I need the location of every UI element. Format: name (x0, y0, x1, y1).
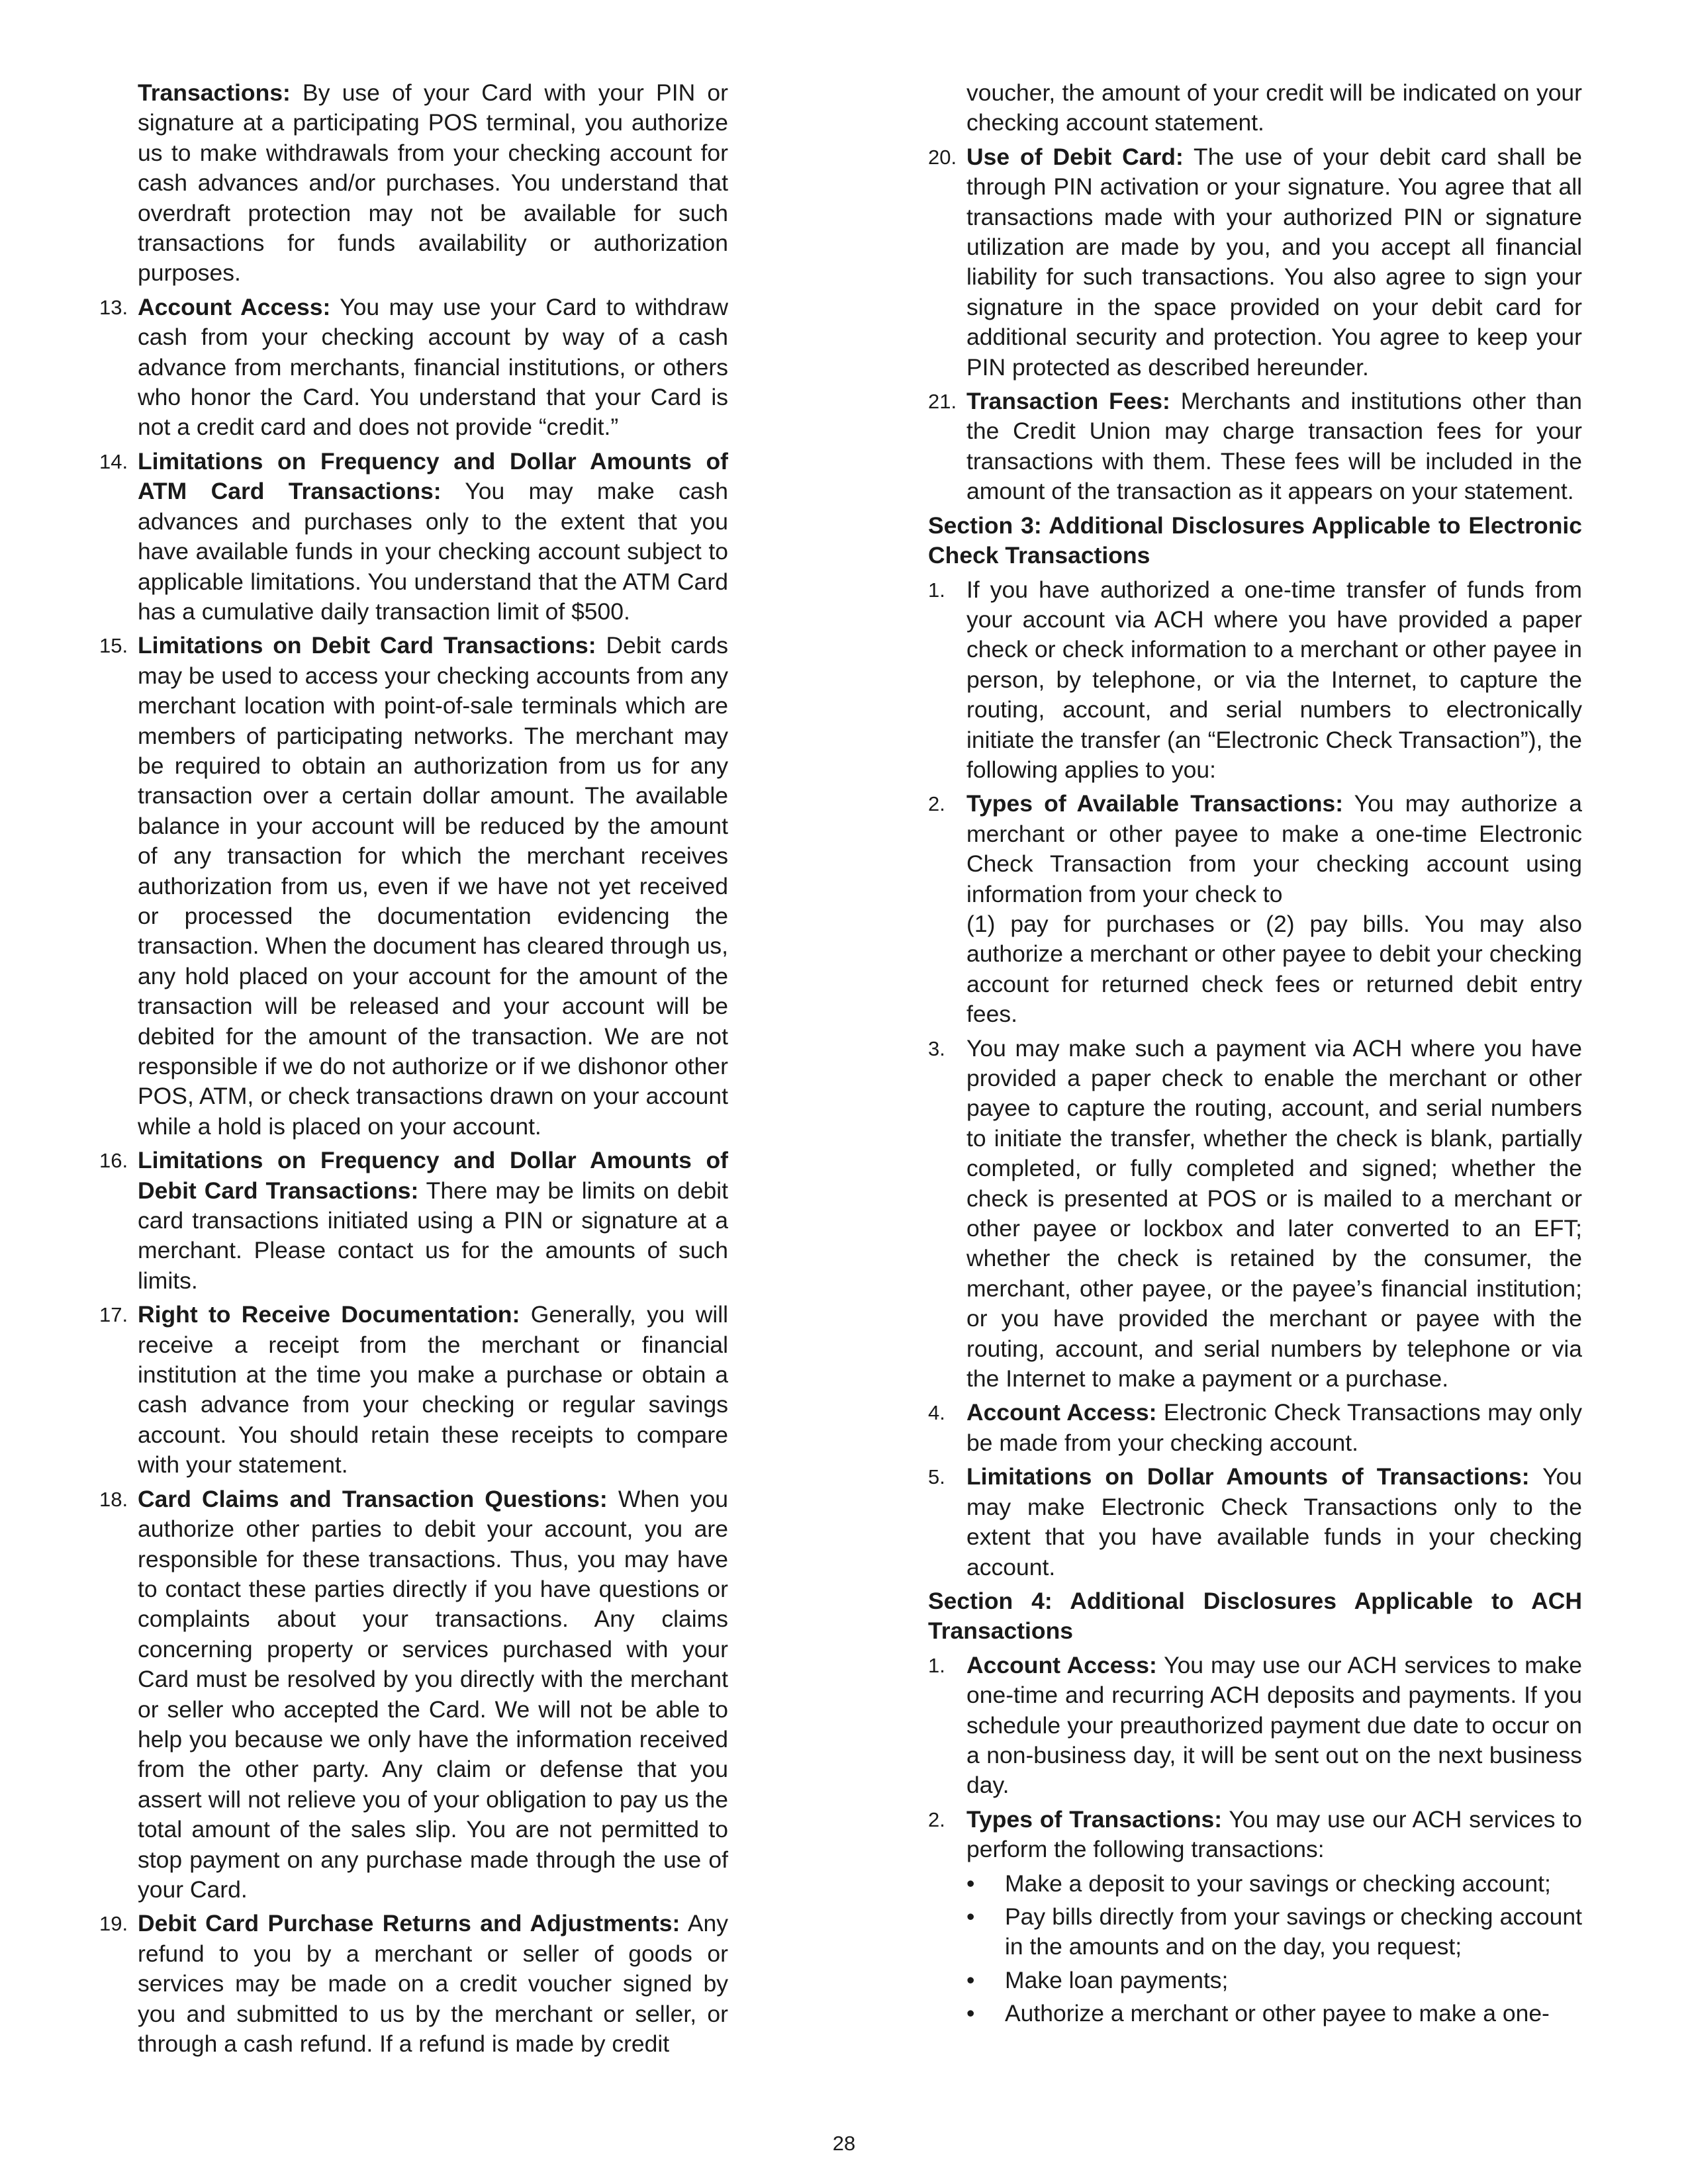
item-lead: Account Access: (138, 293, 331, 320)
list-item (928, 1398, 1582, 1458)
item-text: Merchants and institutions other than the Credit Union may charge transaction fees for your transactions with them. These fees will be included in the amount of the transaction as it appears on your statement. (966, 388, 1582, 505)
transaction-types-list (928, 1869, 1582, 2029)
item-number: 13. (99, 295, 128, 319)
bullet-item (966, 1966, 1582, 1995)
continued-paragraph (99, 78, 728, 289)
item-text: When you authorize other parties to debit your account, you are responsible for these transactions. Thus, you may have to contact these parties directly if you have questions or complaints about your transactions. Any claims concerning property or services purchased with your Card must be resolved by you directly with the merchant or seller who accepted the Card. We will not be able to help you because we only have the information received from the other party. Any claim or defense that you assert will not relieve you of your obligation to pay us the total amount of the sales slip. You are not permitted to stop payment on any purchase made through the use of your Card. (138, 1485, 728, 1903)
item-text: Any refund to you by a merchant or seller of goods or services may be made on a credit voucher signed by you and submitted to us by the merchant or seller, or through a cash refund. If a refund is made by credit (138, 1910, 729, 2057)
list-item (928, 1034, 1582, 1394)
bullet-item (966, 1869, 1582, 1899)
item-number: 1. (928, 578, 945, 602)
item-number: 18. (99, 1487, 128, 1511)
list-item-continuation (928, 909, 1582, 1030)
item-number: 4. (928, 1401, 945, 1425)
item-text: You may authorize a merchant or other payee to make a one-time Electronic Check Transaction from your checking account using information from your check to (966, 790, 1582, 907)
list-item (928, 1462, 1582, 1582)
list-item (928, 575, 1582, 786)
item-lead: Transaction Fees: (966, 388, 1170, 415)
list-item (928, 387, 1582, 507)
item-number: 2. (928, 1807, 945, 1831)
list-item (99, 447, 728, 627)
item-number: 1. (928, 1653, 945, 1677)
paragraph-lead: Transactions: (138, 79, 291, 106)
item-lead: Debit Card Purchase Returns and Adjustments: (138, 1910, 680, 1937)
item-lead: Limitations on Frequency and Dollar Amounts of Debit Card Transactions: (138, 1147, 728, 1204)
item-lead: Types of Available Transactions: (966, 790, 1344, 817)
list-item (928, 1651, 1582, 1801)
continued-paragraph (928, 78, 1582, 138)
item-lead: Limitations on Dollar Amounts of Transactions: (966, 1463, 1530, 1490)
item-text: You may use our ACH services to perform the following transactions: (966, 1805, 1582, 1863)
bullet-icon: • (966, 1903, 975, 1930)
item-number: 21. (928, 390, 957, 414)
list-item (99, 631, 728, 1142)
list-item (928, 789, 1582, 909)
item-text: You may use our ACH services to make one-time and recurring ACH deposits and payments. If you schedule your preauthorized payment due date to occur on a non-business day, it will be sent out on the next business day. (966, 1651, 1582, 1799)
left-column (99, 78, 728, 2063)
bullet-text: Make a deposit to your savings or checking account; (1005, 1870, 1551, 1897)
list-item (99, 1300, 728, 1480)
bullet-icon: • (966, 2000, 975, 2027)
item-lead: Account Access: (966, 1651, 1157, 1678)
item-text: There may be limits on debit card transactions initiated using a PIN or signature at a merchant. Please contact us for the amounts of such limits. (138, 1177, 728, 1294)
bullet-text: Pay bills directly from your savings or checking account in the amounts and on the day, you request; (1005, 1903, 1582, 1960)
item-text: You may use your Card to withdraw cash from your checking account by way of a cash advance from merchants, financial institutions, or others who honor the Card. You understand that your Card is not a credit card and does not provide “credit.” (138, 293, 728, 441)
item-number: 14. (99, 449, 128, 473)
item-lead: Types of Transactions: (966, 1805, 1223, 1833)
bullet-text: Authorize a merchant or other payee to make a one- (1005, 2000, 1550, 2027)
list-item (99, 293, 728, 443)
paragraph-text: By use of your Card with your PIN or signature at a participating POS terminal, you authorize us to make withdrawals from your checking account for cash advances and/or purchases. You understand that overdraft protection may not be available for such transactions for funds availability or authorization purposes. (138, 79, 728, 287)
page-number: 28 (832, 2132, 856, 2155)
item-number: 5. (928, 1465, 945, 1489)
item-text: You may make cash advances and purchases only to the extent that you have available funds in your checking account subject to applicable limitations. You understand that the ATM Card has a cumulative daily transaction limit of $500. (138, 478, 729, 625)
list-item (928, 142, 1582, 383)
list-item (99, 1146, 728, 1296)
bullet-icon: • (966, 1870, 975, 1897)
item-lead: Account Access: (966, 1399, 1157, 1426)
item-text: The use of your debit card shall be through PIN activation or your signature. You agree that all transactions made with your authorized PIN or signature utilization are made by you, and you accept all financial liability for such transactions. You also agree to sign your signature in the space provided on your debit card for additional security and protection. You agree to keep your PIN protected as described hereunder. (966, 143, 1582, 381)
item-text: Electronic Check Transactions may only be made from your checking account. (966, 1399, 1582, 1456)
item-text: You may make such a payment via ACH where you have provided a paper check to enable the merchant or other payee to capture the routing, account, and serial numbers to initiate the transfer, whether the check is blank, partially completed, or fully completed and signed; whether the check is presented at POS or is mailed to a merchant or other payee or lockbox and later converted to an EFT; whether the check is retained by the consumer, the merchant, other payee, or the payee’s financial institution; or you have provided the merchant or payee with the routing, account, and serial numbers by telephone or via the Internet to make a payment or a purchase. (966, 1034, 1582, 1392)
item-number: 17. (99, 1303, 128, 1327)
section-3-heading: Section 3: Additional Disclosures Applicable to Electronic Check Transactions (928, 512, 1582, 569)
item-lead: Use of Debit Card: (966, 143, 1184, 170)
bullet-text: Make loan payments; (1005, 1966, 1229, 1993)
bullet-item (966, 1902, 1582, 1962)
item-text: You may make Electronic Check Transactions only to the extent that you have available funds in your checking account. (966, 1463, 1582, 1580)
list-item (928, 1805, 1582, 1865)
item-text: Debit cards may be used to access your checking accounts from any merchant location with point-of-sale terminals which are members of participating networks. The merchant may be required to obtain an authorization from us for any transaction over a certain dollar amount. The available balance in your account will be reduced by the amount of any transaction for which the merchant receives authorization from us, even if we have not yet received or processed the documentation evidencing the transaction. When the document has cleared through us, any hold placed on your account for the amount of the transaction will be released and your account will be debited for the amount of the transaction. We are not responsible if we do not authorize or if we dishonor other POS, ATM, or check transactions drawn on your account while a hold is placed on your account. (138, 632, 728, 1140)
item-lead: Limitations on Frequency and Dollar Amounts of ATM Card Transactions: (138, 447, 728, 505)
list-item (99, 1484, 728, 1905)
item-lead: Card Claims and Transaction Questions: (138, 1485, 608, 1512)
item-number: 15. (99, 634, 128, 658)
item-lead: Limitations on Debit Card Transactions: (138, 632, 596, 659)
bullet-icon: • (966, 1966, 975, 1993)
item-number: 2. (928, 792, 945, 816)
item-number: 19. (99, 1912, 128, 1936)
item-number: 3. (928, 1036, 945, 1060)
bullet-item (966, 1999, 1582, 2028)
item-number: 20. (928, 145, 957, 169)
list-item (99, 1909, 728, 2059)
item-text: If you have authorized a one-time transfer of funds from your account via ACH where you have provided a paper check or check information to a merchant or other payee in person, by telephone, or via the Internet, to capture the routing, account, and serial numbers to electronically initiate the transfer (an “Electronic Check Transaction”), the following applies to you: (966, 576, 1582, 783)
item-text: (1) pay for purchases or (2) pay bills. You may also authorize a merchant or other payee to debit your checking account for returned check fees or returned debit entry fees. (966, 910, 1582, 1028)
paragraph-text: voucher, the amount of your credit will be indicated on your checking account statement. (966, 79, 1582, 136)
item-number: 16. (99, 1149, 128, 1173)
section-4-heading: Section 4: Additional Disclosures Applicable to ACH Transactions (928, 1587, 1582, 1645)
item-lead: Right to Receive Documentation: (138, 1301, 520, 1328)
item-text: Generally, you will receive a receipt from the merchant or financial institution at the time you make a purchase or obtain a cash advance from your checking or regular savings account. You should retain these receipts to compare with your statement. (138, 1301, 728, 1479)
right-column (928, 78, 1582, 2032)
